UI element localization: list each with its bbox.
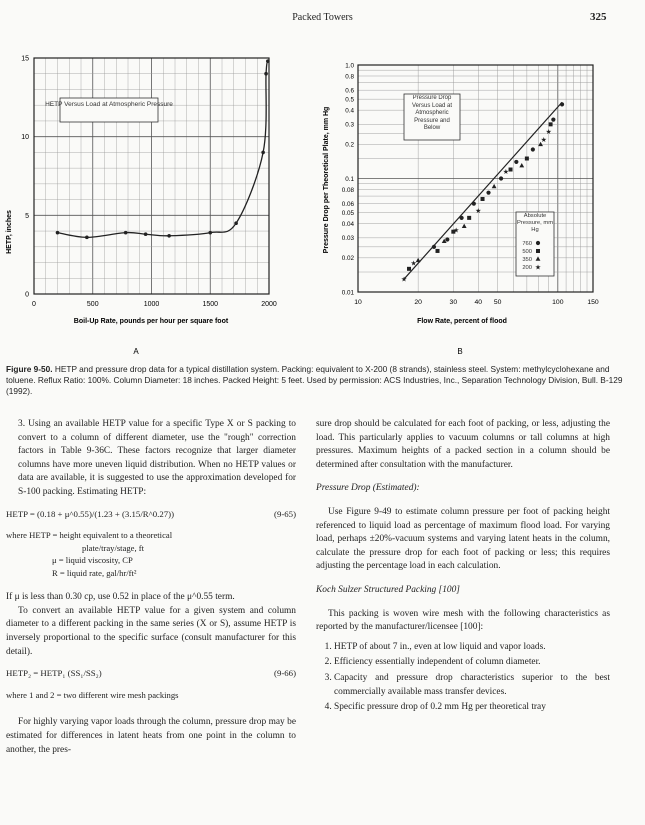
where-1-line-b: plate/tray/stage, ft — [82, 542, 145, 553]
chart-b-grid — [358, 65, 593, 292]
chart-a-point — [261, 151, 265, 155]
chart-b-point — [514, 160, 518, 164]
chart-a-point — [167, 234, 171, 238]
left-para-1: 3. Using an available HETP value for a specific Type X or S packing to convert to a column of different diameter, use the "rough" correction factors in Table 9-36C. These factors recognize that larger diameter columns have more uneven liquid distribution. When no HETP values or data are available, it is suggested to use the approximation developed for S-100 packing. Estimating HETP: — [18, 419, 296, 497]
chart-a-point — [234, 221, 238, 225]
y-tick-label: 0.05 — [341, 209, 354, 217]
y-tick-label: 0.04 — [341, 220, 354, 228]
equation-9-65-number: (9-65) — [274, 508, 296, 519]
legend-entry-marker — [536, 249, 540, 253]
chart-b-point — [467, 216, 471, 220]
x-tick-label: 150 — [587, 299, 599, 306]
left-para-4: For highly varying vapor loads through the column, pressure drop may be estimated for differences in latent heats from one point in the column to another, the pres- — [6, 717, 296, 755]
x-tick-label: 10 — [354, 299, 362, 306]
chart-a-hetp — [0, 42, 310, 356]
equation-9-66 — [6, 667, 296, 681]
legend-entry-label: 760 — [522, 241, 532, 247]
legend-entry-label: 500 — [522, 249, 532, 255]
chart-b-title: Pressure Drop Versus Load at Atmospheric Pressure and Below — [411, 95, 453, 132]
legend-entry-label: 350 — [522, 257, 532, 263]
y-tick-label: 0.5 — [345, 96, 354, 104]
chart-b-point — [509, 168, 513, 172]
chart-b-point: ★ — [475, 208, 482, 216]
y-tick-label: 15 — [21, 55, 29, 63]
list-item: 1. HETP of about 7 in., even at low liquid and vapor loads. — [334, 641, 610, 655]
chart-a-point — [85, 236, 89, 240]
equation-9-65-body: HETP = (0.18 + μ^0.55)/(1.23 + (3.15/R^0.27)) — [6, 508, 175, 519]
chart-a-point — [56, 231, 60, 235]
chart-b-point: ★ — [400, 276, 408, 284]
chart-b-point: ★ — [453, 227, 460, 235]
page-number: 325 — [590, 11, 607, 23]
chart-a-ylabel: HETP, inches — [6, 210, 13, 254]
chart-b-point — [432, 245, 436, 249]
x-tick-label: 1500 — [202, 301, 219, 308]
where-block-2: where 1 and 2 = two different wire mesh packings — [6, 689, 179, 700]
chart-a-title: HETP Versus Load at Atmospheric Pressure — [45, 101, 173, 108]
chart-b-point — [525, 157, 529, 161]
y-tick-label: 5 — [25, 212, 29, 220]
chart-b-point — [486, 191, 490, 195]
chart-b-point — [481, 197, 485, 201]
chart-b-legend-title: Absolute Pressure, mm Hg — [516, 213, 554, 233]
chart-b-pressure-drop — [320, 42, 620, 356]
chart-a-xlabel: Boil-Up Rate, pounds per hour per square foot — [73, 318, 229, 325]
x-tick-label: 500 — [86, 301, 99, 308]
chart-b-point — [472, 202, 476, 206]
y-tick-label: 1.0 — [345, 62, 354, 70]
x-tick-label: 40 — [474, 299, 483, 306]
y-tick-label: 10 — [21, 134, 29, 142]
chart-b-xlabel: Flow Rate, percent of flood — [417, 318, 507, 325]
running-header: Packed Towers — [292, 12, 353, 23]
left-column — [6, 418, 296, 763]
y-tick-label: 0.6 — [345, 87, 354, 95]
chart-a-point — [124, 231, 128, 235]
subhead-koch-sulzer: Koch Sulzer Structured Packing [100] — [316, 584, 460, 595]
chart-b-point: ★ — [545, 128, 552, 136]
x-tick-label: 100 — [552, 299, 564, 306]
chart-b-point: ★ — [502, 169, 510, 177]
x-tick-label: 30 — [449, 299, 458, 306]
y-tick-label: 0 — [25, 291, 29, 299]
y-tick-label: 0.02 — [341, 255, 354, 263]
x-tick-label: 1000 — [143, 301, 160, 308]
chart-b-point — [460, 216, 464, 220]
chart-b-point — [560, 102, 564, 106]
characteristics-list — [316, 641, 610, 715]
chart-b-point: ★ — [540, 137, 547, 145]
chart-b-point — [462, 224, 467, 228]
right-para-3: This packing is woven wire mesh with the following characteristics as reported by the manufacturer/licensee [100]: — [316, 608, 610, 633]
chart-b-point — [531, 147, 535, 151]
figure-caption — [6, 364, 638, 397]
chart-a-point — [144, 232, 148, 236]
y-tick-label: 0.4 — [345, 107, 354, 115]
chart-a-point — [208, 231, 212, 235]
chart-b-legend — [516, 212, 554, 276]
panel-label-a: A — [133, 347, 139, 356]
chart-b-point — [445, 237, 449, 241]
y-tick-label: 0.01 — [341, 289, 354, 297]
chart-a-series-line — [58, 61, 268, 237]
equation-9-66-number: (9-66) — [274, 668, 296, 679]
chart-b-point — [551, 118, 555, 122]
right-para-2: Use Figure 9-49 to estimate column pressure per foot of packing height referenced to liquid load as percentage of maximum flood load. For varying load, perhaps ±20%-vacuum systems and varying latent heats in the column, calculate the pressure drop for each foot of packing or less; this requires adjusting the percentage load in each calculation. — [316, 506, 610, 572]
figure-caption-lead: Figure 9-50. — [6, 364, 53, 374]
chart-b-point — [436, 249, 440, 253]
x-tick-label: 50 — [493, 299, 502, 306]
left-para-3: To convert an available HETP value for a given system and column diameter to a different packing in the same series (X or S), assume HETP is inversely proportional to the specific surface (consult manufacturer for this detail). — [6, 605, 296, 657]
chart-b-point: ★ — [410, 260, 417, 268]
x-tick-label: 20 — [414, 299, 422, 306]
chart-a-legend-box — [45, 98, 173, 122]
y-tick-label: 0.8 — [345, 73, 354, 81]
list-item: 3. Capacity and pressure drop characteristics superior to the best commercially available mass transfer devices. — [334, 672, 610, 699]
where-1-line-c: μ = liquid viscosity, CP — [52, 555, 133, 566]
chart-b-point — [549, 122, 553, 126]
right-para-1: sure drop should be calculated for each foot of packing, or less, adjusting the load. This particularly applies to vacuum columns or tall columns at high pressures. Maximum heights of a packed section in a column should be determined after consultation with the manufacturer. — [316, 419, 610, 470]
right-column — [316, 418, 610, 717]
chart-b-point — [519, 163, 524, 167]
x-tick-label: 0 — [32, 301, 36, 308]
legend-entry-marker: ★ — [534, 264, 542, 272]
where-1-line-d: R = liquid rate, gal/hr/ft² — [52, 567, 137, 578]
figure-caption-text: HETP and pressure drop data for a typical distillation system. Packing: equivalent to X-200 (8 strands), stainless steel. System: methylcyclohexane and toluene. Reflux Ratio: 100%. Column Diameter: 18 inches. Packed Height: 5 feet. Used by permission: ACS Industries, Inc., Separation Technology Division, Bull. B-129 (1992). — [6, 364, 623, 396]
legend-entry-label: 200 — [522, 265, 532, 271]
chart-b-point — [499, 176, 503, 180]
where-1-line-a: where HETP = height equivalent to a theoretical — [6, 530, 173, 541]
subhead-pressure-drop: Pressure Drop (Estimated): — [316, 483, 420, 494]
chart-b-point — [492, 184, 497, 188]
y-tick-label: 0.3 — [345, 121, 354, 129]
where-block-1 — [6, 529, 296, 579]
y-tick-label: 0.06 — [341, 200, 354, 208]
panel-label-b: B — [457, 347, 463, 356]
chart-b-title-box — [404, 94, 460, 140]
left-para-2: If μ is less than 0.30 cp, use 0.52 in place of the μ^0.55 term. — [6, 592, 235, 603]
chart-a-point — [266, 59, 270, 63]
list-item: 2. Efficiency essentially independent of column diameter. — [334, 656, 610, 670]
y-tick-label: 0.2 — [345, 141, 354, 149]
equation-9-65 — [6, 508, 296, 522]
chart-a-point — [264, 72, 268, 76]
legend-entry-marker — [536, 241, 540, 245]
y-tick-label: 0.08 — [341, 186, 354, 194]
chart-a-grid — [34, 58, 269, 294]
equation-9-66-body: HETP₂ = HETP₁ (SS₁/SS₂) — [6, 668, 102, 679]
x-tick-label: 2000 — [261, 301, 277, 308]
chart-b-ylabel: Pressure Drop per Theoretical Plate, mm Hg — [323, 106, 330, 254]
y-tick-label: 0.1 — [345, 175, 354, 183]
y-tick-label: 0.03 — [341, 235, 354, 243]
list-item: 4. Specific pressure drop of 0.2 mm Hg per theoretical tray — [334, 701, 610, 715]
